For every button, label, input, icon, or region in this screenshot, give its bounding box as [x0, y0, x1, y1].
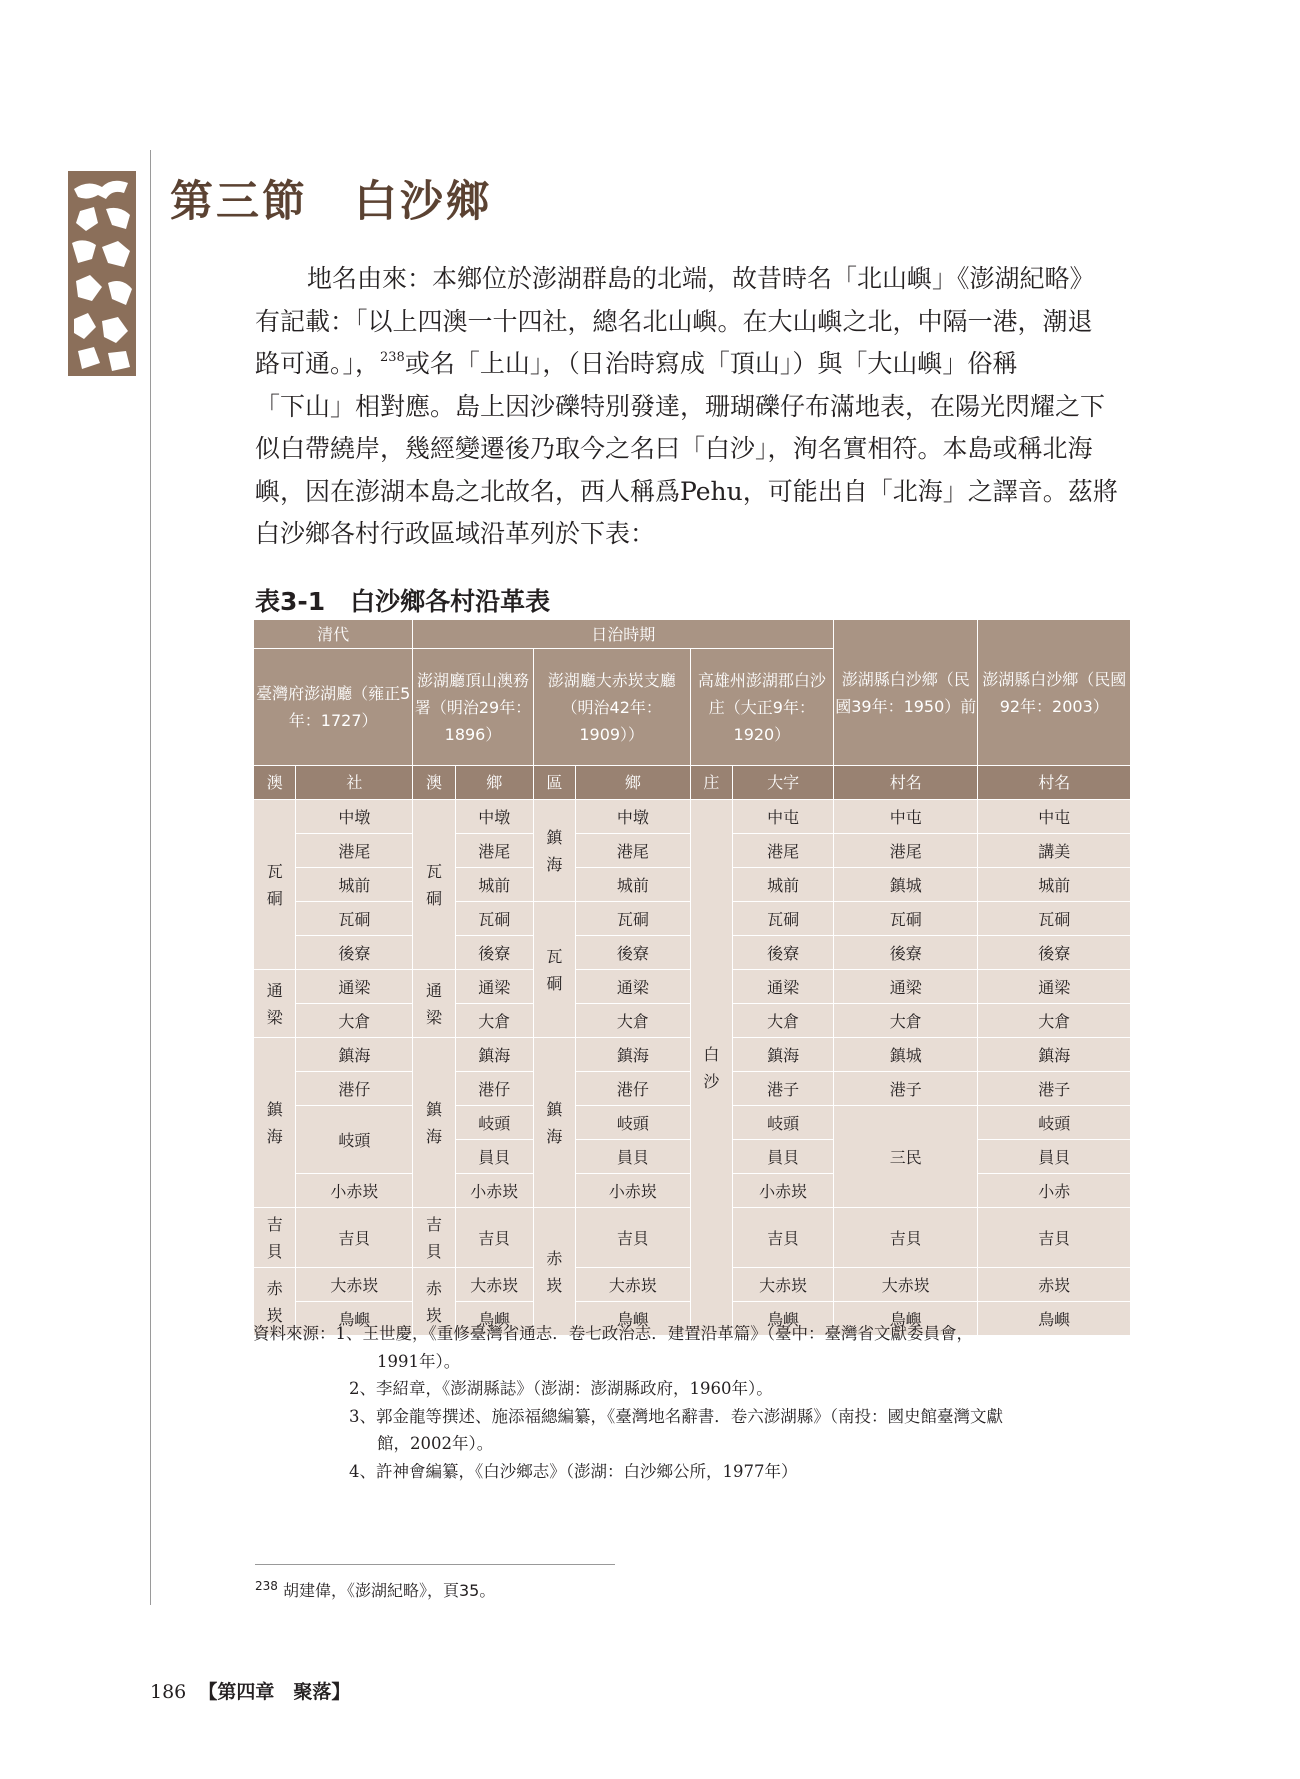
district-cell: 鎮海	[533, 1038, 575, 1208]
header-jp1: 澎湖廳頂山澳務署（明治29年：1896）	[413, 649, 533, 766]
cell: 大倉	[296, 1004, 413, 1038]
subheader: 村名	[834, 766, 978, 800]
body-line: 嶼，因在澎湖本島之北故名，西人稱爲Pehu，可能出自「北海」之譯音。茲將	[255, 476, 1118, 506]
cell: 後寮	[834, 936, 978, 970]
page-number: 186	[150, 1681, 187, 1703]
body-line: 「下山」相對應。島上因沙礫特別發達，珊瑚礫仔布滿地表，在陽光閃耀之下	[255, 391, 1106, 421]
cell: 大赤崁	[834, 1268, 978, 1302]
header-roc1: 澎湖縣白沙鄉（民國39年：1950）前	[834, 620, 978, 766]
cell: 吉貝	[455, 1208, 533, 1268]
decoration-pattern-icon	[68, 171, 136, 376]
cell: 吉貝	[834, 1208, 978, 1268]
ao-cell: 鎮海	[254, 1038, 296, 1208]
cell: 中墩	[455, 800, 533, 834]
source-item: 4、許神會編纂，《白沙鄉志》（澎湖：白沙鄉公所，1977年）	[349, 1461, 798, 1481]
cell: 員貝	[733, 1140, 834, 1174]
cell: 瓦硐	[455, 902, 533, 936]
ao-cell: 吉貝	[254, 1208, 296, 1268]
cell: 鎮海	[978, 1038, 1131, 1072]
cell: 大赤崁	[576, 1268, 691, 1302]
cell: 小赤	[978, 1174, 1131, 1208]
cell: 大倉	[455, 1004, 533, 1038]
cell: 岐頭	[978, 1106, 1131, 1140]
cell: 瓦硐	[834, 902, 978, 936]
cell: 講美	[978, 834, 1131, 868]
subheader: 區	[533, 766, 575, 800]
cell: 赤崁	[978, 1268, 1131, 1302]
cell: 港子	[834, 1072, 978, 1106]
cell: 鳥嶼	[576, 1302, 691, 1336]
footnote-rule	[255, 1564, 615, 1565]
cell: 員貝	[978, 1140, 1131, 1174]
cell: 岐頭	[733, 1106, 834, 1140]
cell: 城前	[455, 868, 533, 902]
cell: 港仔	[455, 1072, 533, 1106]
header-japan: 日治時期	[413, 620, 834, 649]
cell: 通梁	[576, 970, 691, 1004]
cell: 港仔	[296, 1072, 413, 1106]
cell: 員貝	[455, 1140, 533, 1174]
ao-cell: 通梁	[413, 970, 455, 1038]
body-line: 似白帶繞岸，幾經變遷後乃取今之名曰「白沙」，洵名實相符。本島或稱北海	[255, 434, 1093, 463]
cell: 大赤崁	[733, 1268, 834, 1302]
cell: 員貝	[576, 1140, 691, 1174]
subheader: 澳	[413, 766, 455, 800]
cell: 中屯	[978, 800, 1131, 834]
ao-cell: 瓦硐	[413, 800, 455, 970]
cell: 港子	[733, 1072, 834, 1106]
footnote	[255, 1578, 495, 1601]
subheader: 社	[296, 766, 413, 800]
cell: 港尾	[733, 834, 834, 868]
chapter-label: 【第四章 聚落】	[198, 1681, 351, 1703]
cell: 中屯	[834, 800, 978, 834]
subheader: 村名	[978, 766, 1131, 800]
ao-cell: 瓦硐	[254, 800, 296, 970]
cell: 鳥嶼	[296, 1302, 413, 1336]
district-cell: 瓦硐	[533, 902, 575, 1038]
cell: 小赤崁	[576, 1174, 691, 1208]
district-cell: 赤崁	[533, 1208, 575, 1336]
cell: 鎮海	[733, 1038, 834, 1072]
ao-cell: 通梁	[254, 970, 296, 1038]
subheader: 鄉	[576, 766, 691, 800]
cell: 港尾	[576, 834, 691, 868]
subheader: 澳	[254, 766, 296, 800]
cell: 通梁	[978, 970, 1131, 1004]
cell: 通梁	[834, 970, 978, 1004]
source-item: 3、郭金龍等撰述、施添福總編纂，《臺灣地名辭書．卷六澎湖縣》（南投：國史館臺灣文獻	[349, 1406, 1003, 1426]
cell: 中墩	[576, 800, 691, 834]
cell: 瓦硐	[296, 902, 413, 936]
cell: 通梁	[455, 970, 533, 1004]
sources-label: 資料來源：	[253, 1324, 336, 1343]
cell: 後寮	[576, 936, 691, 970]
cell: 港尾	[455, 834, 533, 868]
cell: 小赤崁	[296, 1174, 413, 1208]
margin-rule	[150, 150, 151, 1605]
cell: 瓦硐	[576, 902, 691, 936]
cell: 鳥嶼	[733, 1302, 834, 1336]
cell: 吉貝	[576, 1208, 691, 1268]
footnote-ref: 238	[380, 350, 405, 365]
cell: 瓦硐	[733, 902, 834, 936]
cell: 城前	[978, 868, 1131, 902]
cell: 後寮	[455, 936, 533, 970]
cell: 瓦硐	[978, 902, 1131, 936]
cell: 大倉	[834, 1004, 978, 1038]
body-line: 路可通。」，$^{238}$或名「上山」，（日治時寫成「頂山」）與「大山嶼」俗稱	[255, 349, 1018, 378]
table-caption: 表3-1 白沙鄉各村沿革表	[255, 587, 551, 616]
cell: 中屯	[733, 800, 834, 834]
source-item: 2、李紹章，《澎湖縣誌》（澎湖：澎湖縣政府，1960年）。	[349, 1379, 773, 1398]
cell: 小赤崁	[733, 1174, 834, 1208]
cell: 港仔	[576, 1072, 691, 1106]
subheader: 庄	[690, 766, 732, 800]
zhuang-cell: 白沙	[690, 800, 732, 1336]
footnote-number: 238	[255, 1579, 278, 1593]
header-roc2: 澎湖縣白沙鄉（民國92年：2003）	[978, 620, 1131, 766]
cell: 鳥嶼	[455, 1302, 533, 1336]
header-qing-detail: 臺灣府澎湖廳（雍正5年：1727）	[254, 649, 413, 766]
footnote-text: 胡建偉，《澎湖紀略》，頁35。	[283, 1581, 496, 1600]
cell: 後寮	[296, 936, 413, 970]
cell: 岐頭	[455, 1106, 533, 1140]
header-jp3: 高雄州澎湖郡白沙庄（大正9年：1920）	[690, 649, 833, 766]
cell: 吉貝	[296, 1208, 413, 1268]
cell: 吉貝	[978, 1208, 1131, 1268]
ao-cell: 吉貝	[413, 1208, 455, 1268]
body-line: 地名由來：本鄉位於澎湖群島的北端，故昔時名「北山嶼」《澎湖紀略》	[307, 264, 1095, 293]
cell: 大赤崁	[296, 1268, 413, 1302]
cell: 鎮海	[576, 1038, 691, 1072]
ao-cell: 鎮海	[413, 1038, 455, 1208]
table-row	[254, 800, 1131, 834]
subheader: 大字	[733, 766, 834, 800]
header-qing: 清代	[254, 620, 413, 649]
header-jp2: 澎湖廳大赤崁支廳（明治42年：1909））	[533, 649, 690, 766]
cell: 鎮海	[455, 1038, 533, 1072]
cell: 港子	[978, 1072, 1131, 1106]
cell: 通梁	[733, 970, 834, 1004]
cell: 大倉	[576, 1004, 691, 1038]
source-item-cont: 1991年）。	[377, 1351, 461, 1371]
cell: 後寮	[733, 936, 834, 970]
cell: 岐頭	[576, 1106, 691, 1140]
section-title: 第三節 白沙鄉	[170, 177, 492, 227]
body-paragraph	[255, 258, 1130, 556]
cell: 大倉	[978, 1004, 1131, 1038]
cell: 大倉	[733, 1004, 834, 1038]
cell: 城前	[296, 868, 413, 902]
cell: 城前	[733, 868, 834, 902]
cell: 岐頭	[296, 1106, 413, 1174]
ao-cell: 赤崁	[254, 1268, 296, 1336]
cell: 港尾	[834, 834, 978, 868]
cell: 通梁	[296, 970, 413, 1004]
body-line: 白沙鄉各村行政區域沿革列於下表：	[255, 519, 656, 548]
district-cell: 鎮海	[533, 800, 575, 902]
cell: 小赤崁	[455, 1174, 533, 1208]
source-item: 資料來源：1、王世慶，《重修臺灣省通志．卷七政治志．建置沿革篇》（臺中：臺灣省文獻委員會，	[253, 1324, 973, 1343]
cell: 港尾	[296, 834, 413, 868]
cell: 吉貝	[733, 1208, 834, 1268]
cell: 鎮海	[296, 1038, 413, 1072]
cell: 後寮	[978, 936, 1131, 970]
page-footer	[150, 1677, 350, 1704]
cell: 鎮城	[834, 868, 978, 902]
cell: 三民	[834, 1106, 978, 1208]
history-table	[253, 619, 1131, 1336]
body-line: 有記載：「以上四澳一十四社，總名北山嶼。在大山嶼之北，中隔一港，潮退	[255, 306, 1093, 336]
cell: 城前	[576, 868, 691, 902]
cell: 鳥嶼	[834, 1302, 978, 1336]
cell: 大赤崁	[455, 1268, 533, 1302]
subheader: 鄉	[455, 766, 533, 800]
sources	[253, 1320, 1133, 1485]
ao-cell: 赤崁	[413, 1268, 455, 1336]
cell: 鎮城	[834, 1038, 978, 1072]
cell: 中墩	[296, 800, 413, 834]
chapter-decoration	[68, 171, 136, 376]
cell: 鳥嶼	[978, 1302, 1131, 1336]
source-item-cont: 館，2002年）。	[377, 1434, 494, 1453]
